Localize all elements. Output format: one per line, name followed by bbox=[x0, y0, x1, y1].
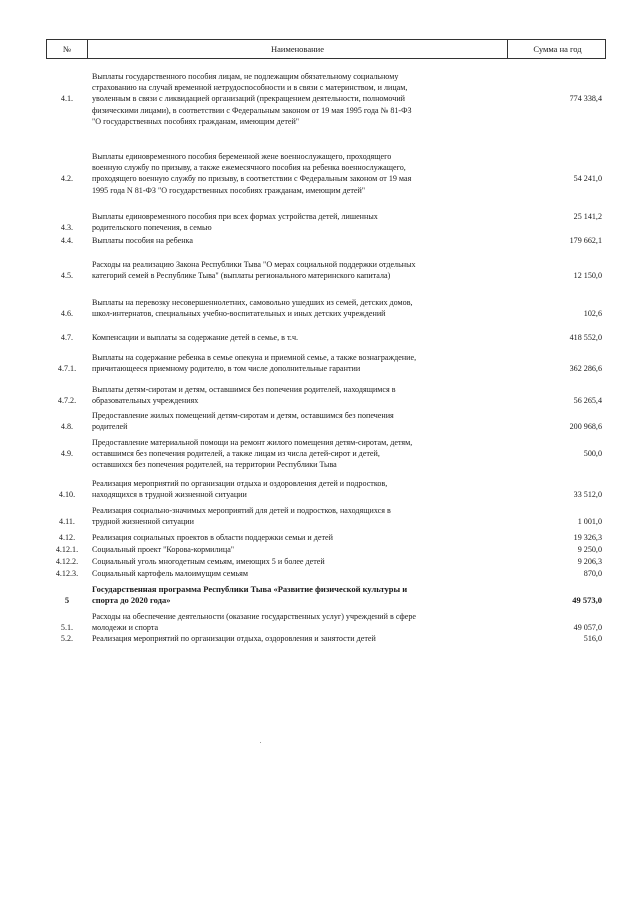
row-number: 4.1. bbox=[60, 94, 74, 104]
scan-speck bbox=[260, 742, 261, 743]
row-sum: 19 326,3 bbox=[573, 533, 602, 542]
row-name bbox=[92, 332, 512, 343]
header-name: Наименование bbox=[87, 40, 507, 58]
row-sum: 179 662,1 bbox=[569, 236, 602, 245]
row-name-line: оставшихся без попечения родителей, на территории Республики Тыва bbox=[92, 460, 337, 470]
row-sum: 9 206,3 bbox=[577, 557, 602, 566]
row-name bbox=[92, 259, 512, 281]
row-name bbox=[92, 611, 512, 633]
table-row bbox=[46, 297, 606, 319]
row-name bbox=[92, 352, 512, 374]
row-number: 4.2. bbox=[60, 174, 74, 184]
row-name-line: проходящего военную службу по призыву, в соответствии с Федеральным законом от 19 мая bbox=[92, 174, 412, 184]
table-row bbox=[46, 151, 606, 196]
row-name-line: Реализация социально-значимых мероприятий для детей и подростков, находящихся в bbox=[92, 506, 391, 515]
table-row bbox=[46, 611, 606, 633]
row-name-line: Реализация мероприятий по организации отдыха и оздоровления детей и подростков, bbox=[92, 479, 388, 488]
row-number: 4.11. bbox=[59, 517, 75, 527]
row-name bbox=[92, 211, 512, 233]
row-number: 5.1. bbox=[60, 623, 74, 633]
row-name-line: Реализация мероприятий по организации отдыха, оздоровления и занятости детей bbox=[92, 634, 376, 643]
table-row bbox=[46, 584, 606, 606]
row-name-line: Выплаты единовременного пособия беременной жене военнослужащего, проходящего bbox=[92, 152, 392, 161]
table-row bbox=[46, 352, 606, 374]
row-name bbox=[92, 297, 512, 319]
row-number: 4.7.2. bbox=[57, 396, 77, 406]
row-name bbox=[92, 532, 512, 543]
row-sum: 500,0 bbox=[583, 449, 602, 459]
row-name bbox=[92, 437, 512, 471]
row-name bbox=[92, 478, 512, 500]
table-row bbox=[46, 633, 606, 644]
row-name-line: Выплаты детям-сиротам и детям, оставшимся без попечения родителей, находящимся в bbox=[92, 385, 396, 394]
row-name-line: "О государственных пособиях гражданам, имеющим детей" bbox=[92, 116, 300, 126]
row-sum: 200 968,6 bbox=[569, 422, 602, 432]
row-sum: 49 573,0 bbox=[572, 595, 602, 606]
row-number: 4.8. bbox=[60, 422, 74, 432]
table-header bbox=[46, 39, 606, 59]
row-name bbox=[92, 235, 512, 246]
row-name-line: Государственная программа Республики Тыва «Развитие физической культуры и bbox=[92, 584, 408, 594]
row-name-line: Выплаты единовременного пособия при всех формах устройства детей, лишенных bbox=[92, 212, 378, 221]
row-number: 4.12.1. bbox=[55, 545, 79, 554]
header-number: № bbox=[62, 44, 72, 54]
row-name bbox=[92, 556, 512, 567]
row-name-line: страхованию на случай временной нетрудоспособности и в связи с материнством, и лицам, bbox=[92, 83, 408, 93]
row-name-line: Социальный уголь многодетным семьям, имеющих 5 и более детей bbox=[92, 557, 325, 566]
row-sum: 9 250,0 bbox=[577, 545, 602, 554]
row-number: 4.10. bbox=[58, 490, 76, 500]
row-number: 5.2. bbox=[60, 634, 74, 643]
row-name-line: молодежи и спорта bbox=[92, 623, 159, 633]
row-sum: 1 001,0 bbox=[577, 517, 602, 527]
row-name-line: Предоставление материальной помощи на ремонт жилого помещения детям-сиротам, детям, bbox=[92, 438, 413, 447]
table-row bbox=[46, 332, 606, 343]
table-row bbox=[46, 211, 606, 233]
table-row bbox=[46, 384, 606, 406]
document-page bbox=[46, 39, 606, 643]
row-sum: 516,0 bbox=[583, 634, 602, 643]
row-number: 4.12.2. bbox=[55, 557, 79, 566]
row-sum: 12 150,0 bbox=[573, 271, 602, 281]
table-row bbox=[46, 410, 606, 432]
table-row bbox=[46, 71, 606, 127]
row-sum: 49 057,0 bbox=[573, 623, 602, 633]
row-sum: 774 338,4 bbox=[569, 94, 602, 104]
row-name bbox=[92, 384, 512, 406]
row-name-line: Предоставление жилых помещений детям-сиротам и детям, оставшимся без попечения bbox=[92, 411, 394, 420]
row-name bbox=[92, 410, 512, 432]
row-name-line: трудной жизненной ситуации bbox=[92, 517, 194, 527]
row-name-line: Выплаты на перевозку несовершеннолетних, самовольно ушедших из семей, детских домов, bbox=[92, 298, 413, 307]
table-row bbox=[46, 259, 606, 281]
row-name-line: уволенным в связи с ликвидацией организаций (прекращением деятельности, полномочий bbox=[92, 94, 405, 104]
row-name bbox=[92, 584, 512, 606]
table-row bbox=[46, 478, 606, 500]
row-number: 5 bbox=[64, 595, 70, 606]
row-sum: 102,6 bbox=[583, 309, 602, 319]
row-name-line: Компенсации и выплаты за содержание детей в семье, в т.ч. bbox=[92, 333, 299, 342]
header-sum: Сумма на год bbox=[507, 40, 607, 58]
row-number: 4.7. bbox=[60, 333, 74, 342]
row-number: 4.9. bbox=[60, 449, 74, 459]
row-sum: 870,0 bbox=[583, 569, 602, 578]
table-row bbox=[46, 437, 606, 471]
row-name-line: причитающееся приемному родителю, в том числе дополнительные гарантии bbox=[92, 364, 361, 374]
row-name-line: Расходы на обеспечение деятельности (оказание государственных услуг) учреждений в сфере bbox=[92, 612, 417, 621]
row-name-line: Выплаты на содержание ребенка в семье опекуна и приемной семье, а также вознаграждение, bbox=[92, 353, 417, 362]
row-name-line: Выплаты государственного пособия лицам, не подлежащим обязательному социальному bbox=[92, 72, 399, 81]
row-sum: 56 265,4 bbox=[573, 396, 602, 406]
table-row bbox=[46, 532, 606, 543]
row-sum: 418 552,0 bbox=[569, 333, 602, 342]
row-name bbox=[92, 71, 512, 127]
row-number: 4.12. bbox=[58, 533, 76, 542]
row-name-line: Социальный проект "Корова-кормилица" bbox=[92, 545, 235, 554]
table-row bbox=[46, 505, 606, 527]
row-name bbox=[92, 544, 512, 555]
row-sum: 33 512,0 bbox=[573, 490, 602, 500]
row-number: 4.3. bbox=[60, 223, 74, 233]
row-sum: 362 286,6 bbox=[569, 364, 602, 374]
table-row bbox=[46, 556, 606, 567]
table-row bbox=[46, 568, 606, 579]
row-name-line: Выплаты пособия на ребенка bbox=[92, 236, 193, 245]
row-number: 4.12.3. bbox=[55, 569, 79, 578]
row-name-line: образовательных учреждениях bbox=[92, 396, 199, 406]
row-name bbox=[92, 633, 512, 644]
row-name-line: физическими лицами), в соответствии с Федеральным законом от 19 мая 1995 года № 81-ФЗ bbox=[92, 105, 412, 115]
row-sum: 25 141,2 bbox=[573, 212, 602, 221]
row-sum: 54 241,0 bbox=[573, 174, 602, 184]
row-name bbox=[92, 151, 512, 196]
row-number: 4.7.1. bbox=[57, 364, 77, 374]
row-name-line: находящихся в трудной жизненной ситуации bbox=[92, 490, 247, 500]
row-name-line: Реализация социальных проектов в области поддержки семьи и детей bbox=[92, 533, 333, 542]
table-row bbox=[46, 544, 606, 555]
row-name-line: 1995 года N 81-ФЗ "О государственных пособиях гражданам, имеющим детей" bbox=[92, 185, 366, 195]
row-name-line: категорий семей в Республике Тыва" (выплаты регионального материнского капитала) bbox=[92, 271, 391, 281]
row-name bbox=[92, 505, 512, 527]
row-name bbox=[92, 568, 512, 579]
row-name-line: оставшимся без попечения родителей, а также лицам из числа детей-сирот и детей, bbox=[92, 449, 380, 459]
row-number: 4.6. bbox=[60, 309, 74, 319]
row-name-line: родителей bbox=[92, 422, 128, 432]
row-number: 4.4. bbox=[60, 236, 74, 245]
row-name-line: школ-интернатов, специальных учебно-воспитательных и иных детских учреждений bbox=[92, 309, 386, 319]
row-name-line: родительского попечения, в семью bbox=[92, 223, 212, 233]
table-row bbox=[46, 235, 606, 246]
row-name-line: спорта до 2020 года» bbox=[92, 595, 171, 606]
row-number: 4.5. bbox=[60, 271, 74, 281]
row-name-line: Расходы на реализацию Закона Республики Тыва "О мерах социальной поддержки отдельных bbox=[92, 260, 416, 269]
row-name-line: Социальный картофель малоимущим семьям bbox=[92, 569, 249, 578]
row-name-line: военную службу по призыву, а также ежемесячного пособия на ребенка военнослужащего, bbox=[92, 163, 406, 173]
